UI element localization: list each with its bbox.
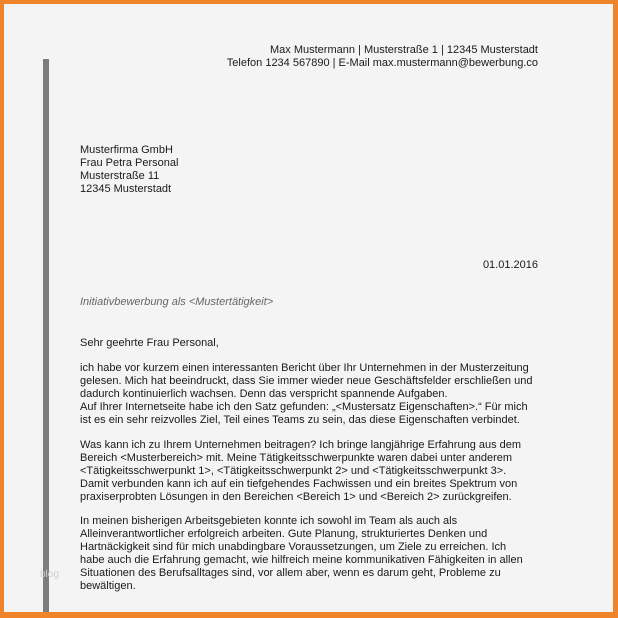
text-line: Auf Ihrer Internetseite habe ich den Satz gefunden: „<Mustersatz Eigenschaften>.“ Für mich bbox=[80, 401, 528, 413]
text-line: In meinen bisherigen Arbeitsgebieten konnte ich sowohl im Team als auch als bbox=[80, 515, 458, 527]
sender-line-1: Max Mustermann | Musterstraße 1 | 12345 Musterstadt bbox=[270, 44, 538, 56]
recipient-line: 12345 Musterstadt bbox=[80, 183, 172, 195]
recipient-line: Frau Petra Personal bbox=[80, 157, 179, 169]
text-line: ich habe vor kurzem einen interessanten Bericht über Ihr Unternehmen in der Musterzeitung bbox=[80, 362, 529, 374]
text-line: Hartnäckigkeit sind für mich unabdingbare Voraussetzungen, um Ziele zu erreichen. Ich bbox=[80, 541, 507, 553]
recipient-address bbox=[80, 144, 178, 196]
text-line: bewältigen. bbox=[80, 580, 136, 592]
sender-line-2: Telefon 1234 567890 | E-Mail max.mustermann@bewerbung.co bbox=[226, 57, 538, 69]
margin-bar bbox=[43, 59, 49, 612]
text-line: Damit verbunden kann ich auf ein tiefgehendes Fachwissen und ein breites Spektrum von bbox=[80, 478, 518, 490]
text-line: Bereich <Musterbereich> mit. Meine Tätigkeitsschwerpunkte waren dabei unter anderem bbox=[80, 452, 513, 464]
subject-line: Initiativbewerbung als <Mustertätigkeit> bbox=[80, 296, 274, 308]
text-line: gelesen. Mich hat beeindruckt, dass Sie immer wieder neue Geschäftsfelder erschließen und bbox=[80, 375, 533, 387]
paragraph-2 bbox=[80, 439, 521, 504]
text-line: Alleinverantwortlicher erfolgreich arbeiten. Gute Planung, strukturiertes Denken und bbox=[80, 528, 488, 540]
letter-date: 01.01.2016 bbox=[482, 259, 538, 271]
watermark: blog bbox=[40, 569, 59, 580]
paragraph-3 bbox=[80, 515, 523, 593]
letter-page bbox=[4, 4, 613, 612]
text-line: dadurch kontinuierlich wachsen. Denn das verspricht spannende Aufgaben. bbox=[80, 388, 448, 400]
salutation: Sehr geehrte Frau Personal, bbox=[80, 337, 219, 349]
recipient-line: Musterstraße 11 bbox=[80, 170, 160, 182]
text-line: <Tätigkeitsschwerpunkt 1>, <Tätigkeitsschwerpunkt 2> und <Tätigkeitsschwerpunkt 3>. bbox=[80, 465, 507, 477]
text-line: praxiserprobten Lösungen in den Bereichen <Bereich 1> und <Bereich 2> zurückgreifen. bbox=[80, 491, 512, 503]
recipient-line: Musterfirma GmbH bbox=[80, 144, 173, 156]
text-line: Was kann ich zu Ihrem Unternehmen beitragen? Ich bringe langjährige Erfahrung aus dem bbox=[80, 439, 522, 451]
text-line: ist es ein sehr reizvolles Ziel, Teil eines Teams zu sein, das diese Eigenschaften verbindet. bbox=[80, 414, 520, 426]
paragraph-1 bbox=[80, 362, 532, 427]
text-line: habe auch die Erfahrung gemacht, wie hilfreich meine kommunikativen Fähigkeiten in allen bbox=[80, 554, 523, 566]
text-line: Situationen des Berufsalltages sind, vor allem aber, wenn es darum geht, Probleme zu bbox=[80, 567, 501, 579]
